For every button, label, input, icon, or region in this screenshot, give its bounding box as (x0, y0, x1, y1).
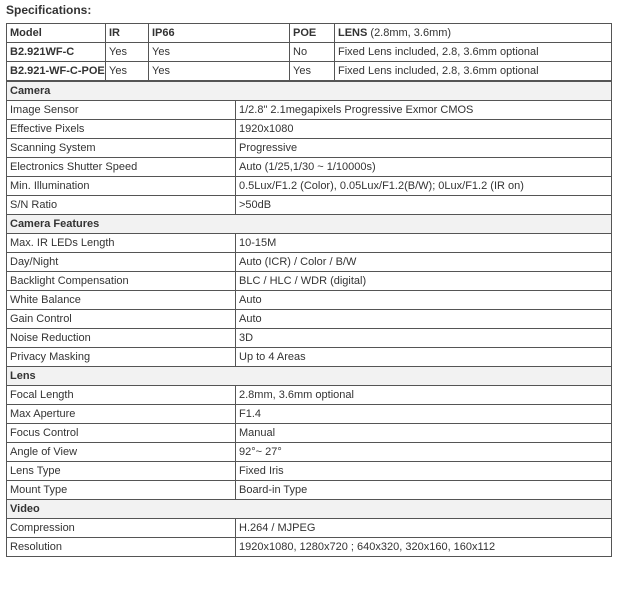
table-row (7, 101, 612, 120)
spec-table (6, 81, 612, 557)
table-row (7, 291, 612, 310)
spec-label: S/N Ratio (7, 196, 236, 215)
spec-value: BLC / HLC / WDR (digital) (236, 272, 612, 291)
model-table-header (7, 24, 612, 43)
section-header-video (7, 500, 612, 519)
page-title: Specifications: (6, 3, 92, 17)
model-table (6, 23, 612, 81)
model-lens: Fixed Lens included, 2.8, 3.6mm optional (335, 62, 612, 81)
table-row (7, 120, 612, 139)
col-lens (335, 24, 612, 43)
spec-value: H.264 / MJPEG (236, 519, 612, 538)
spec-label: Focal Length (7, 386, 236, 405)
spec-value: F1.4 (236, 405, 612, 424)
spec-value: >50dB (236, 196, 612, 215)
table-row (7, 139, 612, 158)
section-title: Video (7, 500, 612, 519)
model-poe: Yes (290, 62, 335, 81)
section-title: Camera Features (7, 215, 612, 234)
table-row (7, 386, 612, 405)
model-poe: No (290, 43, 335, 62)
table-row (7, 405, 612, 424)
spec-label: Mount Type (7, 481, 236, 500)
spec-value: Auto (1/25,1/30 ~ 1/10000s) (236, 158, 612, 177)
model-lens: Fixed Lens included, 2.8, 3.6mm optional (335, 43, 612, 62)
spec-label: Gain Control (7, 310, 236, 329)
table-row (7, 462, 612, 481)
spec-tables (6, 23, 611, 557)
spec-value: 1/2.8" 2.1megapixels Progressive Exmor CMOS (236, 101, 612, 120)
table-row (7, 43, 612, 62)
spec-value: Up to 4 Areas (236, 348, 612, 367)
section-header-lens (7, 367, 612, 386)
spec-label: Day/Night (7, 253, 236, 272)
spec-value: Auto (ICR) / Color / B/W (236, 253, 612, 272)
model-ir: Yes (106, 43, 149, 62)
model-ip66: Yes (149, 43, 290, 62)
model-ir: Yes (106, 62, 149, 81)
table-row (7, 519, 612, 538)
table-row (7, 196, 612, 215)
table-row (7, 234, 612, 253)
spec-value: 10-15M (236, 234, 612, 253)
spec-value: Auto (236, 310, 612, 329)
spec-label: Backlight Compensation (7, 272, 236, 291)
spec-label: Scanning System (7, 139, 236, 158)
spec-label: Resolution (7, 538, 236, 557)
spec-value: Manual (236, 424, 612, 443)
spec-label: Lens Type (7, 462, 236, 481)
spec-label: Image Sensor (7, 101, 236, 120)
table-row (7, 310, 612, 329)
col-poe: POE (290, 24, 335, 43)
table-row (7, 177, 612, 196)
col-model: Model (7, 24, 106, 43)
spec-label: Electronics Shutter Speed (7, 158, 236, 177)
table-row (7, 329, 612, 348)
spec-value: 0.5Lux/F1.2 (Color), 0.05Lux/F1.2(B/W); 0Lux/F1.2 (IR on) (236, 177, 612, 196)
spec-value: 92°~ 27° (236, 443, 612, 462)
table-row (7, 62, 612, 81)
spec-value: Fixed Iris (236, 462, 612, 481)
section-header-camera (7, 82, 612, 101)
table-row (7, 538, 612, 557)
table-row (7, 272, 612, 291)
spec-label: Compression (7, 519, 236, 538)
table-row (7, 348, 612, 367)
table-row (7, 481, 612, 500)
spec-value: Board-in Type (236, 481, 612, 500)
spec-label: Max. IR LEDs Length (7, 234, 236, 253)
col-ir: IR (106, 24, 149, 43)
col-lens-note: (2.8mm, 3.6mm) (370, 27, 452, 39)
spec-label: Angle of View (7, 443, 236, 462)
table-row (7, 158, 612, 177)
spec-value: 1920x1080, 1280x720 ; 640x320, 320x160, 160x112 (236, 538, 612, 557)
model-name: B2.921WF-C (7, 43, 106, 62)
spec-value: 3D (236, 329, 612, 348)
section-title: Lens (7, 367, 612, 386)
spec-value: 1920x1080 (236, 120, 612, 139)
section-title: Camera (7, 82, 612, 101)
spec-value: Progressive (236, 139, 612, 158)
spec-label: Privacy Masking (7, 348, 236, 367)
model-ip66: Yes (149, 62, 290, 81)
col-ip66: IP66 (149, 24, 290, 43)
spec-label: Max Aperture (7, 405, 236, 424)
table-row (7, 424, 612, 443)
table-row (7, 253, 612, 272)
spec-value: 2.8mm, 3.6mm optional (236, 386, 612, 405)
spec-label: Focus Control (7, 424, 236, 443)
model-name: B2.921-WF-C-POE (7, 62, 106, 81)
table-row (7, 443, 612, 462)
spec-value: Auto (236, 291, 612, 310)
spec-label: Effective Pixels (7, 120, 236, 139)
col-lens-label: LENS (338, 27, 368, 39)
spec-label: White Balance (7, 291, 236, 310)
spec-label: Min. Illumination (7, 177, 236, 196)
spec-label: Noise Reduction (7, 329, 236, 348)
section-header-camera-features (7, 215, 612, 234)
